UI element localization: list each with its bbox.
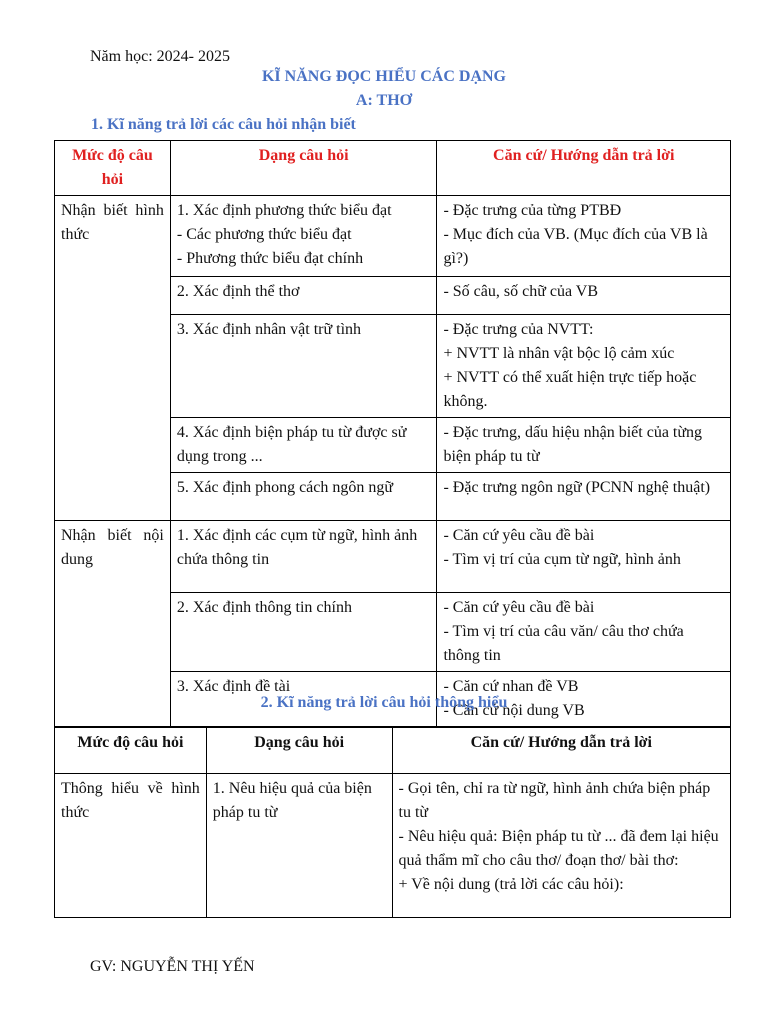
- guide-line: - Nêu hiệu quả: Biện pháp tu từ ... đã đem lại hiệu quả thẩm mĩ cho câu thơ/ đoạn thơ/ bài thơ:: [398, 828, 719, 869]
- level-label: Nhận biết nội dung: [61, 527, 164, 568]
- guide-cell: [437, 521, 731, 593]
- guide-cell: [437, 196, 731, 277]
- level-label: Thông hiểu về hình thức: [61, 780, 200, 821]
- question-line: 1. Nêu hiệu quả của biện pháp tu từ: [212, 780, 372, 821]
- question-line: - Các phương thức biểu đạt: [176, 226, 352, 243]
- guide-cell: [437, 418, 731, 473]
- column-header-level: Mức độ câu hỏi: [55, 728, 207, 774]
- level-label: Nhận biết hình thức: [61, 202, 164, 243]
- guide-cell: [392, 774, 730, 918]
- question-cell: [170, 521, 437, 593]
- question-line: 2. Xác định thông tin chính: [176, 599, 352, 616]
- guide-line: + NVTT có thể xuất hiện trực tiếp hoặc không.: [443, 369, 697, 410]
- question-cell: [170, 196, 437, 277]
- guide-cell: [437, 473, 731, 521]
- question-line: 2. Xác định thể thơ: [176, 283, 300, 300]
- guide-line: - Đặc trưng của NVTT:: [443, 321, 594, 338]
- level-cell: [55, 774, 207, 918]
- guide-line: - Căn cứ nội dung VB: [443, 702, 585, 719]
- column-header-guide: Căn cứ/ Hướng dẫn trả lời: [437, 141, 731, 196]
- section-1-heading: 1. Kĩ năng trả lời các câu hỏi nhận biết: [91, 116, 356, 133]
- section-2-heading: 2. Kĩ năng trả lời câu hỏi thông hiểu: [260, 694, 508, 711]
- guide-line: - Đặc trưng, dấu hiệu nhận biết của từng biện pháp tu từ: [443, 424, 703, 465]
- guide-line: - Căn cứ nhan đề VB: [443, 678, 579, 695]
- table-row: [55, 774, 731, 918]
- column-header-question-type: Dạng câu hỏi: [206, 728, 392, 774]
- guide-line: - Tìm vị trí của cụm từ ngữ, hình ảnh: [443, 551, 681, 568]
- guide-line: + Về nội dung (trả lời các câu hỏi):: [398, 876, 624, 893]
- question-line: 1. Xác định phương thức biểu đạt: [176, 202, 392, 219]
- question-cell: [170, 593, 437, 672]
- guide-line: - Căn cứ yêu cầu đề bài: [443, 599, 595, 616]
- guide-cell: [437, 315, 731, 418]
- guide-cell: [437, 593, 731, 672]
- guide-line: - Đặc trưng ngôn ngữ (PCNN nghệ thuật): [443, 479, 711, 496]
- guide-line: - Căn cứ yêu cầu đề bài: [443, 527, 595, 544]
- column-header-level: Mức độ câu hỏi: [55, 141, 171, 196]
- question-line: 1. Xác định các cụm từ ngữ, hình ảnh chứa thông tin: [176, 527, 418, 568]
- question-cell: [206, 774, 392, 918]
- table-header-row: [55, 141, 731, 196]
- guide-line: - Tìm vị trí của câu văn/ câu thơ chứa thông tin: [443, 623, 684, 664]
- table-row: [55, 521, 731, 593]
- guide-line: - Đặc trưng của từng PTBĐ: [443, 202, 622, 219]
- question-cell: [170, 315, 437, 418]
- document-subtitle: A: THƠ: [355, 92, 413, 109]
- question-line: 5. Xác định phong cách ngôn ngữ: [176, 479, 394, 496]
- question-line: 4. Xác định biện pháp tu từ được sử dụng trong ...: [176, 424, 407, 465]
- teacher-name: GV: NGUYỄN THỊ YẾN: [90, 958, 255, 975]
- guide-line: + NVTT là nhân vật bộc lộ cảm xúc: [443, 345, 675, 362]
- guide-line: - Mục đích của VB. (Mục đích của VB là gì?): [443, 226, 708, 267]
- comprehension-skills-table: [54, 727, 731, 918]
- guide-cell: [437, 277, 731, 315]
- question-cell: [170, 473, 437, 521]
- recognition-skills-table: [54, 140, 731, 727]
- table-header-row: [55, 728, 731, 774]
- question-line: 3. Xác định đề tài: [176, 678, 291, 695]
- table-row: [55, 196, 731, 277]
- column-header-question-type: Dạng câu hỏi: [170, 141, 437, 196]
- school-year: Năm học: 2024- 2025: [90, 48, 230, 65]
- column-header-guide: Căn cứ/ Hướng dẫn trả lời: [392, 728, 730, 774]
- question-line: - Phương thức biểu đạt chính: [176, 250, 364, 267]
- question-line: 3. Xác định nhân vật trữ tình: [176, 321, 362, 338]
- question-cell: [170, 418, 437, 473]
- document-title: KĨ NĂNG ĐỌC HIỂU CÁC DẠNG: [261, 68, 506, 85]
- question-cell: [170, 277, 437, 315]
- guide-line: - Số câu, số chữ của VB: [443, 283, 599, 300]
- level-cell: [55, 196, 171, 521]
- guide-line: - Gọi tên, chỉ ra từ ngữ, hình ảnh chứa biện pháp tu từ: [398, 780, 711, 821]
